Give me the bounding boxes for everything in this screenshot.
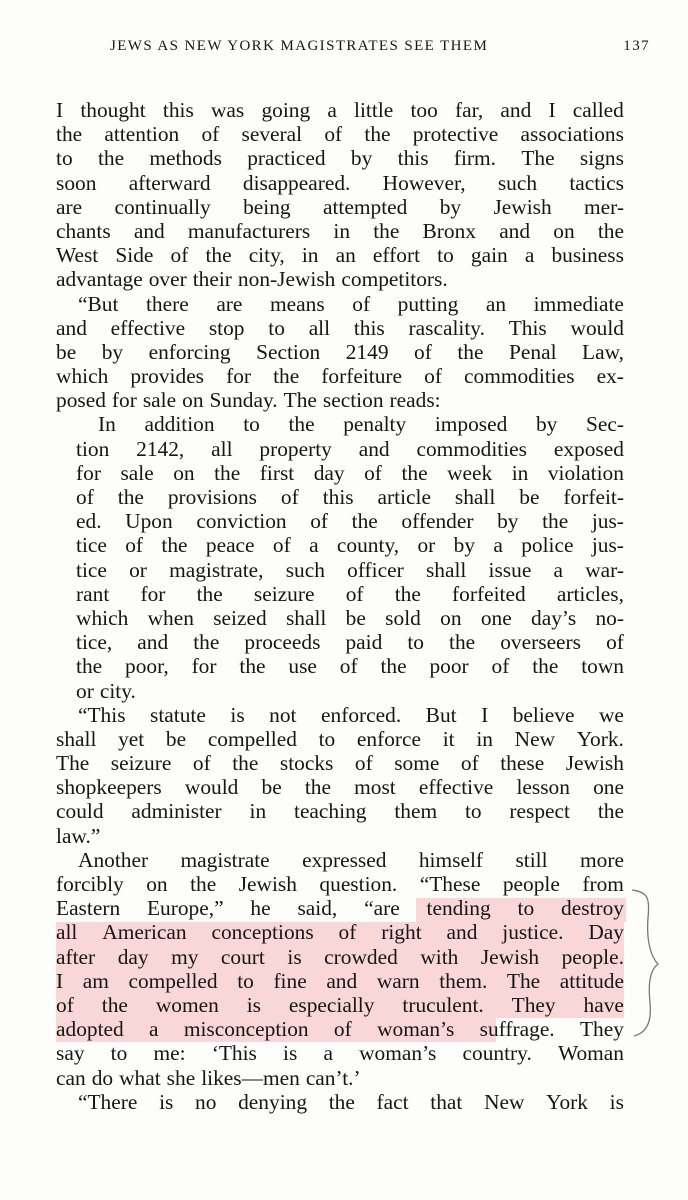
text-line: The seizure of the stocks of some of these Jewish [56, 751, 624, 776]
text-line: to the methods practiced by this firm. The signs [56, 146, 624, 171]
text-line: which when seized shall be sold on one day’s no- [76, 605, 624, 630]
running-header [110, 38, 650, 55]
text-line: for sale on the first day of the week in violation [76, 460, 624, 485]
text-line: tice, and the proceeds paid to the overseers of [76, 630, 624, 655]
text-line: could administer in teaching them to respect the [56, 799, 624, 824]
text-line: Eastern Europe,” he said, “are tending to destroy [56, 896, 624, 921]
text-line: forcibly on the Jewish question. “These people from [56, 872, 624, 896]
text-line: West Side of the city, in an effort to gain a business [56, 243, 624, 268]
text-line: Another magistrate expressed himself still more [78, 847, 624, 872]
text-line: adopted a misconception of woman’s suffrage. They [56, 1017, 624, 1042]
text-line: “There is no denying the fact that New York is [78, 1089, 624, 1114]
text-line: can do what she likes—men can’t.’ [56, 1065, 361, 1090]
text-line: posed for sale on Sunday. The section reads: [56, 388, 441, 413]
text-line: shall yet be compelled to enforce it in New York. [56, 726, 624, 751]
text-line: or city. [76, 678, 136, 703]
text-line: tice of the peace of a county, or by a police jus- [76, 533, 624, 558]
text-line: chants and manufacturers in the Bronx and on the [56, 218, 624, 243]
running-title: JEWS AS NEW YORK MAGISTRATES SEE THEM [110, 38, 489, 54]
text-line: of the provisions of this article shall be forfeit- [76, 485, 624, 509]
text-line: of the women is especially truculent. They have [56, 992, 624, 1017]
text-line: law.” [56, 823, 101, 848]
text-line: the poor, for the use of the poor of the town [76, 654, 624, 679]
text-line: the attention of several of the protective associations [56, 122, 624, 147]
text-line: be by enforcing Section 2149 of the Penal Law, [56, 339, 624, 364]
text-line: all American conceptions of right and justice. Day [56, 920, 624, 945]
text-line: “This statute is not enforced. But I believe we [78, 702, 624, 727]
text-line: are continually being attempted by Jewish mer- [56, 194, 624, 219]
text-line: I thought this was going a little too far, and I called [56, 98, 624, 122]
text-line: and effective stop to all this rascality. This would [56, 315, 624, 340]
text-line: In addition to the penalty imposed by Sec- [98, 412, 624, 437]
margin-bracket-mark [628, 888, 668, 1038]
body-text [56, 98, 624, 1114]
text-line: say to me: ‘This is a woman’s country. Woman [56, 1041, 624, 1066]
page-number: 137 [623, 38, 650, 54]
text-line: rant for the seizure of the forfeited articles, [76, 581, 624, 606]
text-line: tion 2142, all property and commodities exposed [76, 436, 624, 461]
text-line: soon afterward disappeared. However, such tactics [56, 170, 624, 195]
text-line: after day my court is crowded with Jewish people. [56, 944, 624, 969]
text-line: ed. Upon conviction of the offender by the jus- [76, 509, 624, 534]
text-line: I am compelled to fine and warn them. The attitude [56, 968, 624, 993]
text-line: advantage over their non-Jewish competitors. [56, 267, 448, 292]
text-line: shopkeepers would be the most effective lesson one [56, 775, 624, 800]
text-line: tice or magistrate, such officer shall issue a war- [76, 557, 624, 582]
text-line: “But there are means of putting an immediate [78, 291, 624, 316]
text-line: which provides for the forfeiture of commodities ex- [56, 364, 624, 389]
